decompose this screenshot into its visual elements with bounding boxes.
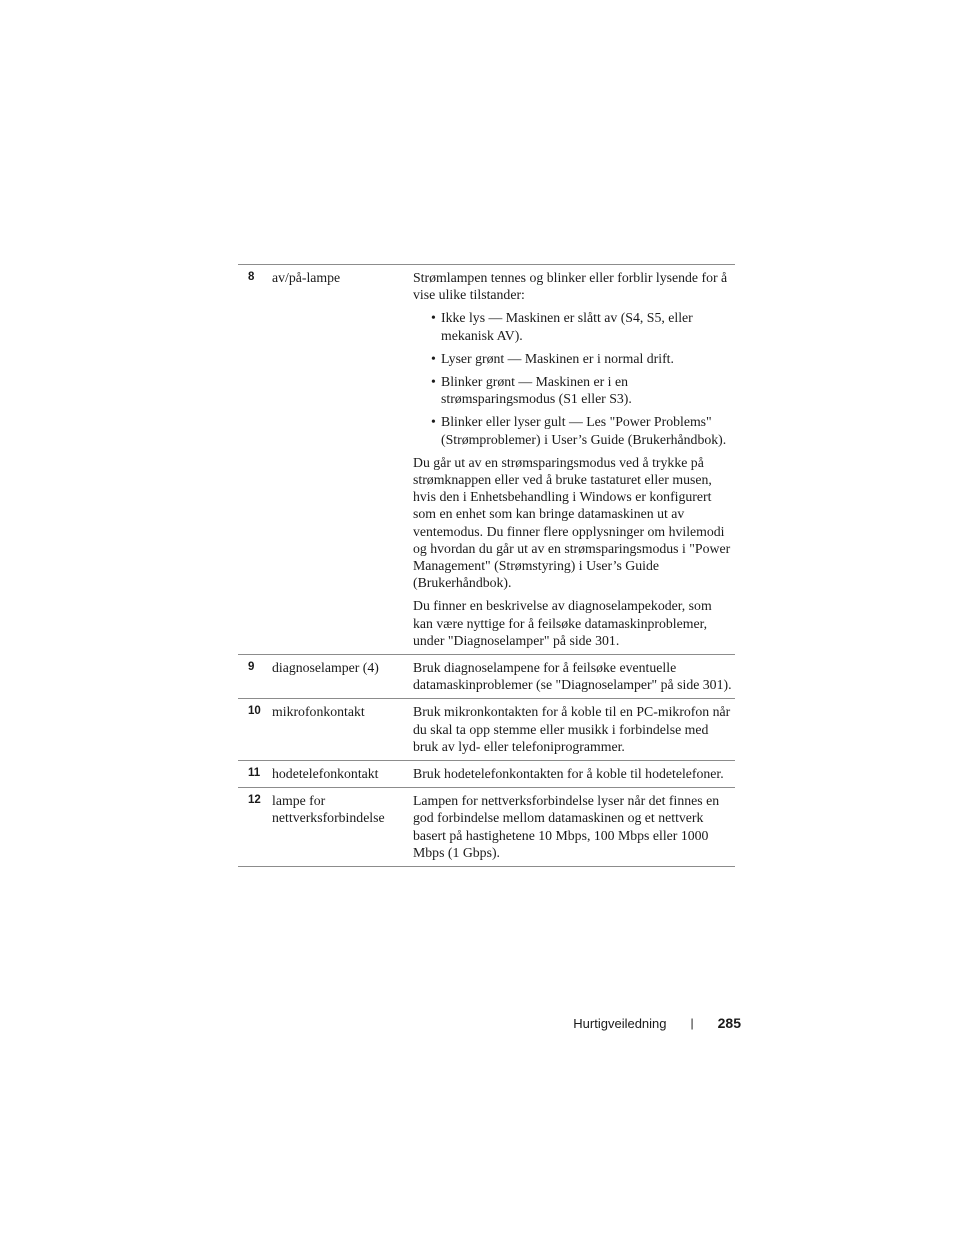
footer-separator: |	[690, 1016, 694, 1030]
row-number: 11	[248, 767, 261, 780]
footer-section-title: Hurtigveiledning	[573, 1015, 667, 1031]
description-paragraph: Strømlampen tennes og blinker eller forblir lysende for å vise ulike tilstander:	[413, 270, 728, 303]
list-item: • Ikke lys — Maskinen er slått av (S4, S5, eller mekanisk AV).	[413, 309, 735, 343]
list-item: • Blinker grønt — Maskinen er i en strømsparingsmodus (S1 eller S3).	[413, 373, 735, 407]
component-description	[413, 765, 735, 782]
list-item: • Blinker eller lyser gult — Les "Power Problems" (Strømproblemer) i User’s Guide (Brukerhåndbok).	[413, 413, 735, 447]
component-name: mikrofonkontakt	[272, 704, 365, 720]
row-number: 10	[248, 705, 261, 718]
row-number: 12	[248, 794, 261, 807]
component-description	[413, 269, 735, 649]
description-paragraph: Du finner en beskrivelse av diagnoselampekoder, som kan være nyttige for å feilsøke datamaskinproblemer, under "Diagnoselamper" på side 301.	[413, 598, 712, 648]
page-footer	[573, 1015, 741, 1031]
component-description	[413, 703, 735, 755]
row-number: 9	[248, 661, 255, 674]
table-row	[238, 655, 735, 699]
table-row	[238, 761, 735, 788]
component-name: lampe for nettverksforbindelse	[272, 793, 385, 826]
component-name: hodetelefonkontakt	[272, 766, 379, 782]
table-row	[238, 699, 735, 761]
table-row	[238, 788, 735, 867]
component-name: diagnoselamper (4)	[272, 660, 379, 676]
description-paragraph: Du går ut av en strømsparingsmodus ved å trykke på strømknappen eller ved å bruke tastaturet eller musen, hvis den i Enhetsbehandling i Windows er konfigurert som en enhet som kan bringe datamaskinen ut av ventemodus. Du finner flere opplysninger om hvilemodi og hvordan du går ut av en strømsparingsmodus i "Power Management" (Strømstyring) i User’s Guide (Brukerhåndbok).	[413, 454, 731, 591]
description-paragraph: Bruk mikronkontakten for å koble til en PC-mikrofon når du skal ta opp stemme eller musikk i forbindelse med bruk av lyd- eller telefoniprogrammer.	[413, 704, 731, 754]
component-name: av/på-lampe	[272, 270, 341, 285]
table-row	[238, 265, 735, 655]
description-paragraph: Bruk hodetelefonkontakten for å koble til hodetelefoner.	[413, 766, 724, 782]
component-description	[413, 792, 735, 861]
state-list	[413, 309, 735, 447]
page-number: 285	[717, 1015, 741, 1031]
component-table	[238, 264, 735, 867]
description-paragraph: Bruk diagnoselampene for å feilsøke eventuelle datamaskinproblemer (se "Diagnoselamper" på side 301).	[413, 660, 732, 693]
description-paragraph: Lampen for nettverksforbindelse lyser når det finnes en god forbindelse mellom datamaskinen og et nettverk basert på hastighetene 10 Mbps, 100 Mbps eller 1000 Mbps (1 Gbps).	[413, 793, 720, 860]
list-item: • Lyser grønt — Maskinen er i normal drift.	[413, 350, 735, 367]
component-description	[413, 659, 735, 693]
row-number: 8	[248, 271, 255, 283]
